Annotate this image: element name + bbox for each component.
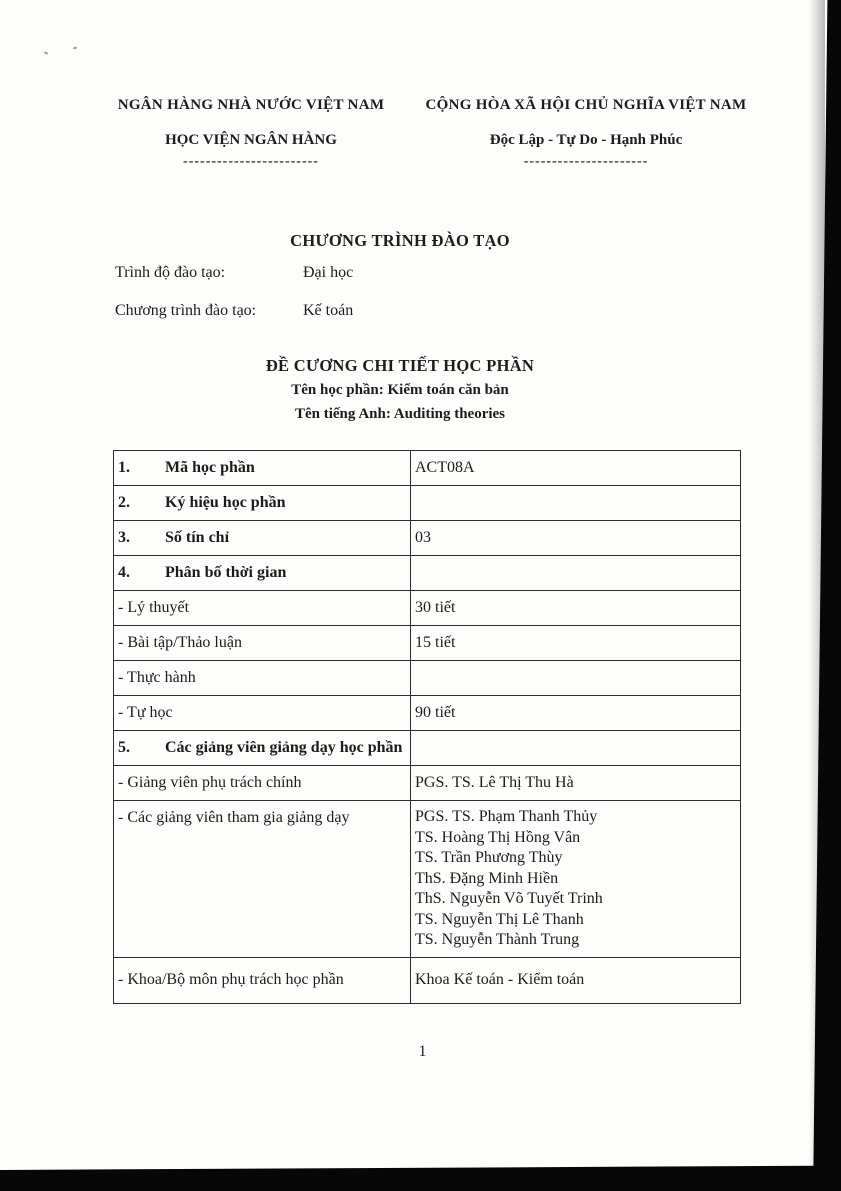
- header-left-divider: ------------------------: [183, 154, 319, 169]
- program-name-label: Chương trình đào tạo:: [115, 302, 257, 319]
- program-name-value: Kế toán: [303, 302, 354, 319]
- row-label-cell: [114, 731, 411, 765]
- row-value-cell: [411, 801, 740, 957]
- row-number: 2.: [118, 494, 130, 511]
- table-row-course-code: [114, 451, 740, 486]
- row-label-cell: [114, 556, 411, 590]
- row-label: - Tự học: [118, 704, 173, 721]
- header-right-divider: ----------------------: [523, 154, 649, 169]
- org-name: NGÂN HÀNG NHÀ NƯỚC VIỆT NAM: [117, 97, 385, 113]
- table-row-time-allocation: [114, 556, 740, 591]
- row-label-cell: [114, 801, 411, 957]
- row-value: 30 tiết: [415, 599, 456, 616]
- row-value: Khoa Kế toán - Kiểm toán: [415, 971, 585, 988]
- row-label: Số tín chỉ: [165, 529, 230, 546]
- row-value-cell: [411, 521, 740, 555]
- table-row-theory: [114, 591, 740, 626]
- org-subname: HỌC VIỆN NGÂN HÀNG: [165, 132, 337, 148]
- scan-edge-bottom: [0, 1164, 841, 1191]
- table-row-course-symbol: [114, 486, 740, 521]
- program-row: [115, 264, 353, 287]
- row-label-cell: [114, 521, 411, 555]
- program-title: CHƯƠNG TRÌNH ĐÀO TẠO: [290, 231, 510, 250]
- lecturer-name: TS. Nguyễn Thị Lê Thanh: [415, 910, 584, 928]
- row-value: 15 tiết: [415, 634, 456, 651]
- lecturer-name: PGS. TS. Phạm Thanh Thủy: [415, 808, 598, 825]
- program-level-label: Trình độ đào tạo:: [115, 264, 226, 281]
- document-header: [105, 96, 775, 168]
- page-number: 1: [418, 1043, 427, 1060]
- program-level-value: Đại học: [303, 264, 354, 281]
- table-row-self-study: [114, 696, 740, 731]
- national-title: CỘNG HÒA XÃ HỘI CHỦ NGHĨA VIỆT NAM: [425, 97, 747, 113]
- header-left-column: [105, 96, 397, 168]
- row-value-cell: [411, 731, 740, 765]
- row-value: PGS. TS. Lê Thị Thu Hà: [415, 774, 574, 791]
- row-label-cell: [114, 766, 411, 800]
- lecturer-name: ThS. Đặng Minh Hiền: [415, 869, 559, 887]
- national-motto: Độc Lập - Tự Do - Hạnh Phúc: [489, 132, 683, 148]
- lecturer-name: TS. Hoàng Thị Hồng Vân: [415, 828, 581, 846]
- program-row: [115, 302, 353, 325]
- row-number: 3.: [118, 529, 130, 546]
- row-value-cell: [411, 591, 740, 625]
- row-value-cell: [411, 556, 740, 590]
- row-value-cell: [411, 766, 740, 800]
- row-value-cell: [411, 451, 740, 485]
- row-number: 5.: [118, 739, 130, 756]
- row-label: Các giảng viên giảng dạy học phần: [165, 739, 403, 756]
- course-english-name: Tên tiếng Anh: Auditing theories: [294, 406, 506, 422]
- course-heading: [0, 356, 800, 424]
- course-name: Tên học phần: Kiểm toán căn bản: [291, 382, 509, 398]
- row-label: - Thực hành: [118, 669, 196, 686]
- row-label: Mã học phần: [165, 459, 255, 476]
- program-info: [115, 264, 353, 340]
- row-value-cell: [411, 486, 740, 520]
- row-label: - Bài tập/Thảo luận: [118, 634, 242, 651]
- lecturer-name: ThS. Nguyễn Võ Tuyết Trinh: [415, 890, 603, 907]
- table-row-lecturers-header: [114, 731, 740, 766]
- row-value-cell: [411, 626, 740, 660]
- table-row-practice: [114, 661, 740, 696]
- row-label: Phân bố thời gian: [165, 564, 287, 581]
- row-label-cell: [114, 626, 411, 660]
- table-row-credits: [114, 521, 740, 556]
- row-number: 4.: [118, 564, 130, 581]
- row-value: 90 tiết: [415, 704, 456, 721]
- scan-speck: [44, 51, 48, 55]
- row-value-cell: [411, 661, 740, 695]
- row-value-cell: [411, 696, 740, 730]
- row-value: ACT08A: [415, 459, 475, 476]
- row-number: 1.: [118, 459, 130, 476]
- header-right-column: [397, 96, 775, 168]
- table-row-exercises: [114, 626, 740, 661]
- row-label-cell: [114, 591, 411, 625]
- row-label: - Lý thuyết: [118, 599, 190, 616]
- course-info-table: [113, 450, 741, 1004]
- scan-speck: [73, 47, 77, 50]
- row-label-cell: [114, 696, 411, 730]
- row-value: 03: [415, 529, 431, 546]
- lecturer-name: TS. Nguyễn Thành Trung: [415, 931, 580, 948]
- row-label: Ký hiệu học phần: [165, 494, 286, 511]
- table-row-faculty: [114, 958, 740, 1003]
- row-label: - Khoa/Bộ môn phụ trách học phần: [118, 971, 344, 988]
- table-row-other-lecturers: [114, 801, 740, 958]
- row-label: - Giảng viên phụ trách chính: [118, 774, 302, 791]
- table-row-main-lecturer: [114, 766, 740, 801]
- row-value-cell: [411, 958, 740, 1003]
- row-label: - Các giảng viên tham gia giảng dạy: [118, 809, 350, 826]
- row-label-cell: [114, 661, 411, 695]
- row-label-cell: [114, 958, 411, 1003]
- lecturer-name: TS. Trần Phương Thùy: [415, 849, 563, 866]
- course-outline-title: ĐỀ CƯƠNG CHI TIẾT HỌC PHẦN: [265, 356, 535, 375]
- row-label-cell: [114, 451, 411, 485]
- row-label-cell: [114, 486, 411, 520]
